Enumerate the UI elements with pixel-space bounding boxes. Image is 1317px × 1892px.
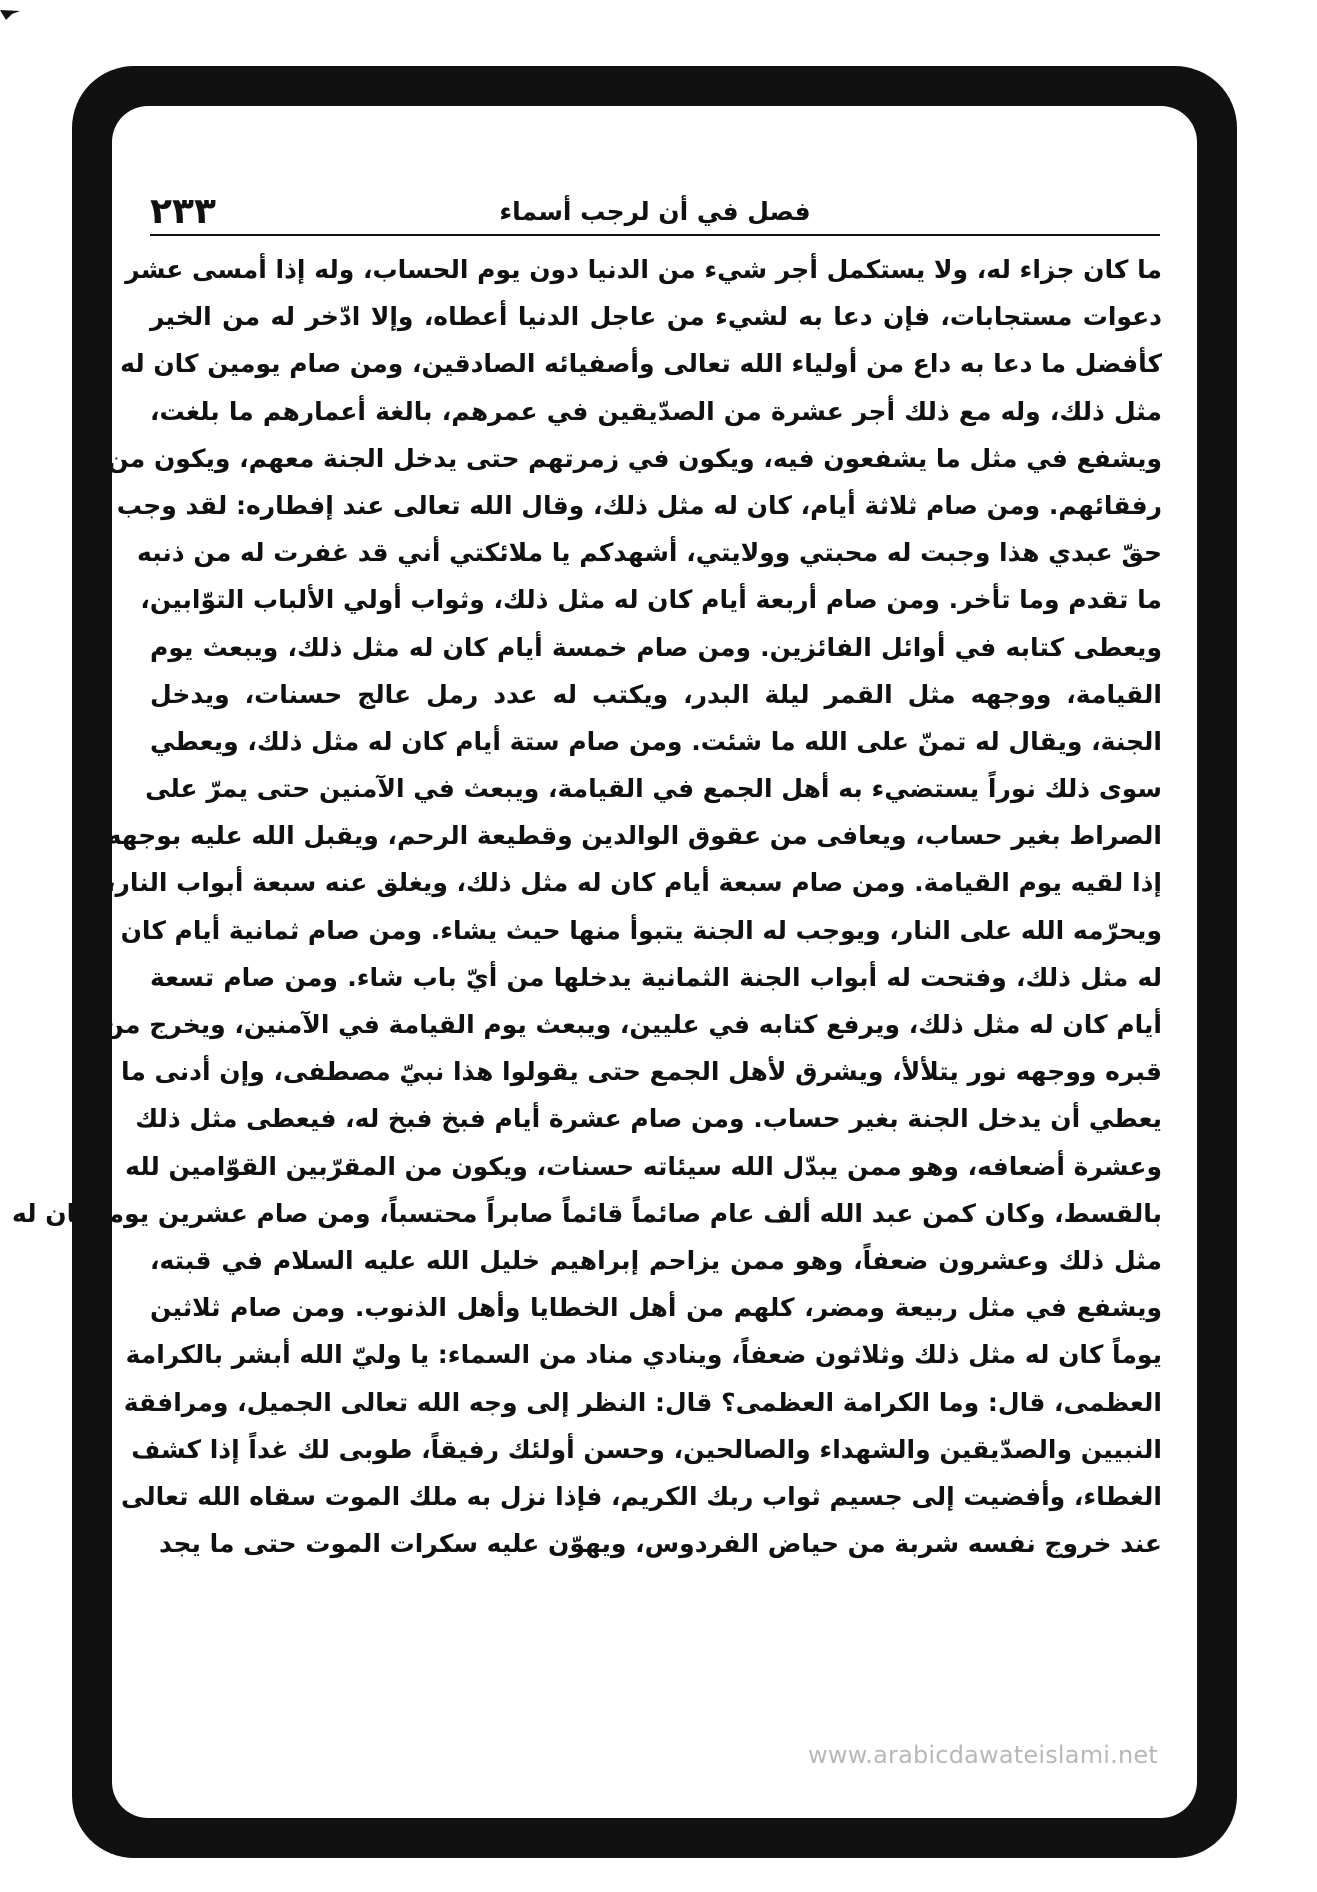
text-line: وعشرة أضعافه، وهو ممن يبدّل الله سيئاته حسنات، ويكون من المقرّبين القوّامين لله — [125, 1151, 1162, 1181]
text-line: له مثل ذلك، وفتحت له أبواب الجنة الثمانية يدخلها من أيّ باب شاء. ومن صام تسعة — [150, 962, 1162, 992]
text-line: بالقسط، وكان كمن عبد الله ألف عام صائماً قائماً صابراً محتسباً، ومن صام عشرين يوماً كان له — [11, 1198, 1162, 1228]
text-line: ما تقدم وما تأخر. ومن صام أربعة أيام كان له مثل ذلك، وثواب أولي الألباب التوّابين، — [140, 585, 1162, 615]
text-line: دعوات مستجابات، فإن دعا به لشيء من عاجل الدنيا أعطاه، وإلا ادّخر له من الخير — [150, 302, 1162, 332]
corner-mark — [0, 8, 22, 22]
text-line: النبيين والصدّيقين والشهداء والصالحين، وحسن أولئك رفيقاً، طوبى لك غداً إذا كشف — [131, 1434, 1162, 1464]
text-line: الصراط بغير حساب، ويعافى من عقوق الوالدين وقطيعة الرحم، ويقبل الله عليه بوجهه — [106, 821, 1162, 851]
watermark: www.arabicdawateislami.net — [808, 1741, 1158, 1769]
page-number: ٢٣٣ — [150, 191, 216, 232]
text-line: رفقائهم. ومن صام ثلاثة أيام، كان له مثل ذلك، وقال الله تعالى عند إفطاره: لقد وجب — [116, 490, 1162, 520]
text-line: العظمى، قال: وما الكرامة العظمى؟ قال: النظر إلى وجه الله تعالى الجميل، ومرافقة — [123, 1387, 1162, 1417]
chapter-title: فصل في أن لرجب أسماء — [499, 197, 811, 226]
text-line: كأفضل ما دعا به داع من أولياء الله تعالى وأصفيائه الصادقين، ومن صام يومين كان له — [120, 349, 1162, 379]
text-line: أيام كان له مثل ذلك، ويرفع كتابه في عليين، ويبعث يوم القيامة في الآمنين، ويخرج من — [102, 1010, 1162, 1039]
header-rule — [150, 234, 1160, 236]
text-line: الغطاء، وأفضيت إلى جسيم ثواب ربك الكريم، فإذا نزل به ملك الموت سقاه الله تعالى — [120, 1481, 1162, 1511]
text-line: مثل ذلك، وله مع ذلك أجر عشرة من الصدّيقين في عمرهم، بالغة أعمارهم ما بلغت، — [150, 396, 1162, 426]
text-line: يوماً كان له مثل ذلك وثلاثون ضعفاً، وينادي مناد من السماء: يا وليّ الله أبشر بالكرامة — [125, 1340, 1162, 1370]
text-line: ما كان جزاء له، ولا يستكمل أجر شيء من الدنيا دون يوم الحساب، وله إذا أمسى عشر — [125, 255, 1162, 284]
text-line: الجنة، ويقال له تمنّ على الله ما شئت. ومن صام ستة أيام كان له مثل ذلك، ويعطي — [150, 726, 1162, 756]
text-line: ويشفع في مثل ربيعة ومضر، كلهم من أهل الخطايا وأهل الذنوب. ومن صام ثلاثين — [150, 1293, 1162, 1323]
text-line: القيامة، ووجهه مثل القمر ليلة البدر، ويكتب له عدد رمل عالج حسنات، ويدخل — [150, 679, 1162, 709]
running-header — [150, 190, 1160, 240]
text-line: عند خروج نفسه شربة من حياض الفردوس، ويهوّن عليه سكرات الموت حتى ما يجد — [159, 1529, 1162, 1559]
text-line: ويشفع في مثل ما يشفعون فيه، ويكون في زمرتهم حتى يدخل الجنة معهم، ويكون من — [107, 443, 1162, 473]
text-line: ويعطى كتابه في أوائل الفائزين. ومن صام خمسة أيام كان له مثل ذلك، ويبعث يوم — [150, 632, 1162, 662]
text-line: حقّ عبدي هذا وجبت له محبتي وولايتي، أشهدكم يا ملائكتي أني قد غفرت له من ذنبه — [137, 538, 1162, 568]
body-text — [11, 246, 1162, 1567]
text-line: يعطي أن يدخل الجنة بغير حساب. ومن صام عشرة أيام فبخ فبخ له، فيعطى مثل ذلك — [135, 1104, 1162, 1134]
text-line: مثل ذلك وعشرون ضعفاً، وهو ممن يزاحم إبراهيم خليل الله عليه السلام في قبته، — [150, 1245, 1162, 1275]
text-line: قبره ووجهه نور يتلألأ، ويشرق لأهل الجمع حتى يقولوا هذا نبيّ مصطفى، وإن أدنى ما — [120, 1057, 1162, 1087]
text-line: ويحرّمه الله على النار، ويوجب له الجنة يتبوأ منها حيث يشاء. ومن صام ثمانية أيام كان — [120, 915, 1162, 945]
text-line: إذا لقيه يوم القيامة. ومن صام سبعة أيام كان له مثل ذلك، ويغلق عنه سبعة أبواب النار، — [106, 868, 1162, 898]
text-line: سوى ذلك نوراً يستضيء به أهل الجمع في القيامة، ويبعث في الآمنين حتى يمرّ على — [145, 774, 1162, 804]
